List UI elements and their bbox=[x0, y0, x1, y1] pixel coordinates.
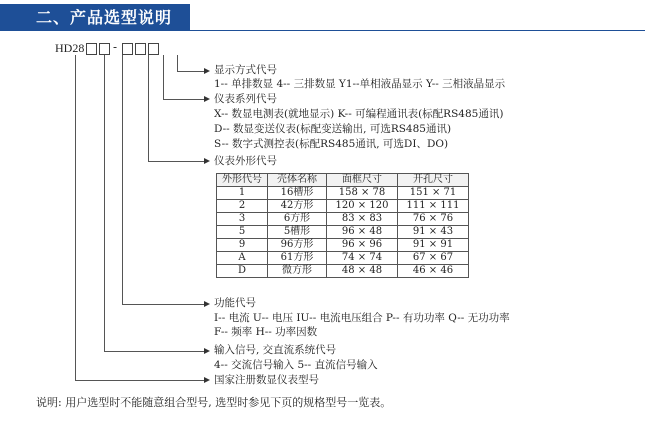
table-row bbox=[217, 252, 469, 265]
section-header: 二、产品选型说明 bbox=[0, 4, 190, 31]
table-cell: 46 × 46 bbox=[398, 265, 469, 278]
table-cell: 42方形 bbox=[268, 200, 327, 213]
code-box-series bbox=[135, 43, 146, 55]
leader-display-v bbox=[177, 55, 178, 72]
leader-input-v bbox=[104, 55, 105, 352]
col-header: 开孔尺寸 bbox=[398, 174, 469, 187]
leader-series-v bbox=[163, 55, 164, 100]
table-cell: 111 × 111 bbox=[398, 200, 469, 213]
display-mode-title: 显示方式代号 bbox=[214, 64, 277, 76]
table-cell: 48 × 48 bbox=[327, 265, 398, 278]
table-cell: 151 × 71 bbox=[398, 187, 469, 200]
table-cell: D bbox=[217, 265, 268, 278]
function-line-1: I-- 电流 U-- 电压 IU-- 电流电压组合 P-- 有功功率 Q-- 无功功率 bbox=[214, 312, 510, 324]
table-cell: 3 bbox=[217, 213, 268, 226]
model-prefix: HD28 bbox=[55, 41, 85, 55]
table-cell: 96方形 bbox=[268, 239, 327, 252]
leader-function-v bbox=[122, 55, 123, 305]
arrow-display bbox=[204, 68, 210, 74]
leader-shape-h bbox=[148, 161, 205, 162]
code-box-input bbox=[86, 43, 97, 55]
model-dash: - bbox=[113, 40, 118, 54]
series-line-2: D-- 数显变送仪表(标配变送输出, 可选RS485通讯) bbox=[214, 123, 452, 135]
table-cell: 5 bbox=[217, 226, 268, 239]
table-cell: 96 × 48 bbox=[327, 226, 398, 239]
arrow-shape bbox=[204, 158, 210, 164]
col-header: 面框尺寸 bbox=[327, 174, 398, 187]
table-cell: 1 bbox=[217, 187, 268, 200]
table-cell: 6方形 bbox=[268, 213, 327, 226]
col-header: 壳体名称 bbox=[268, 174, 327, 187]
leader-series-h bbox=[163, 99, 205, 100]
leader-display-h bbox=[177, 71, 205, 72]
arrow-function bbox=[204, 301, 210, 307]
series-title: 仪表系列代号 bbox=[214, 93, 277, 105]
arrow-series bbox=[204, 96, 210, 102]
function-line-2: F-- 频率 H-- 功率因数 bbox=[214, 326, 318, 338]
table-cell: 91 × 91 bbox=[398, 239, 469, 252]
table-cell: 91 × 43 bbox=[398, 226, 469, 239]
table-row bbox=[217, 213, 469, 226]
leader-national-v bbox=[75, 55, 76, 381]
function-title: 功能代号 bbox=[214, 297, 256, 309]
table-cell: 67 × 67 bbox=[398, 252, 469, 265]
table-row bbox=[217, 187, 469, 200]
table-cell: 9 bbox=[217, 239, 268, 252]
leader-national-h bbox=[75, 380, 205, 381]
arrow-input bbox=[204, 348, 210, 354]
code-box-display bbox=[148, 43, 159, 55]
code-box-function bbox=[99, 43, 110, 55]
table-cell: 158 × 78 bbox=[327, 187, 398, 200]
code-box-shape bbox=[122, 43, 133, 55]
table-cell: A bbox=[217, 252, 268, 265]
table-cell: 61方形 bbox=[268, 252, 327, 265]
table-cell: 16槽形 bbox=[268, 187, 327, 200]
shape-table bbox=[216, 173, 469, 278]
leader-function-h bbox=[122, 304, 205, 305]
table-cell: 76 × 76 bbox=[398, 213, 469, 226]
table-row bbox=[217, 200, 469, 213]
table-cell: 微方形 bbox=[268, 265, 327, 278]
table-row bbox=[217, 226, 469, 239]
national-title: 国家注册数显仪表型号 bbox=[214, 374, 319, 386]
series-line-3: S-- 数字式测控表(标配RS485通讯, 可选DI、DO) bbox=[214, 138, 449, 150]
leader-shape-v bbox=[148, 55, 149, 162]
display-mode-options: 1-- 单排数显 4-- 三排数显 Y1--单相液晶显示 Y-- 三相液晶显示 bbox=[214, 78, 506, 90]
table-cell: 5槽形 bbox=[268, 226, 327, 239]
col-header: 外形代号 bbox=[217, 174, 268, 187]
header-rule bbox=[190, 30, 645, 31]
table-cell: 96 × 96 bbox=[327, 239, 398, 252]
input-title: 输入信号, 交直流系统代号 bbox=[214, 344, 337, 356]
table-cell: 74 × 74 bbox=[327, 252, 398, 265]
series-line-1: X-- 数显电测表(就地显示) K-- 可编程通讯表(标配RS485通讯) bbox=[214, 108, 504, 120]
table-header-row bbox=[217, 174, 469, 187]
leader-input-h bbox=[104, 351, 205, 352]
input-line-1: 4-- 交流信号输入 5-- 直流信号输入 bbox=[214, 359, 378, 371]
table-row bbox=[217, 265, 469, 278]
arrow-national bbox=[204, 377, 210, 383]
footnote: 说明: 用户选型时不能随意组合型号, 选型时参见下页的规格型号一览表。 bbox=[36, 396, 392, 409]
table-row bbox=[217, 239, 469, 252]
shape-title: 仪表外形代号 bbox=[214, 155, 277, 167]
table-cell: 120 × 120 bbox=[327, 200, 398, 213]
table-cell: 2 bbox=[217, 200, 268, 213]
table-cell: 83 × 83 bbox=[327, 213, 398, 226]
